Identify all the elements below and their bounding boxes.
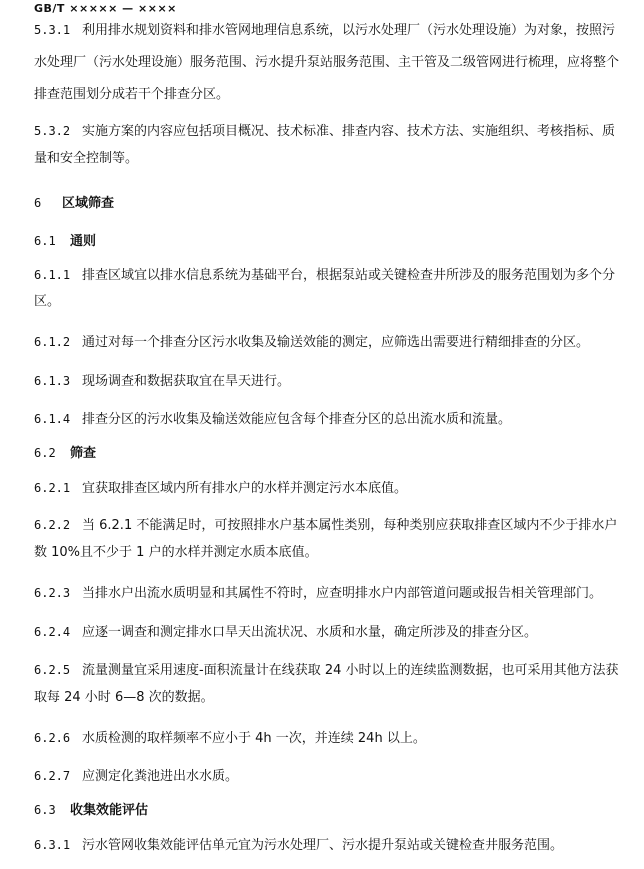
clause-6-2-5-line2: 取每 24 小时 6—8 次的数据。	[34, 690, 214, 705]
clause-text-line1: 通过对每一个排查分区污水收集及输送效能的测定，应筛选出需要进行精细排查的分区。	[82, 335, 590, 350]
section-6-1-heading	[34, 232, 96, 251]
clause-text-line1: 污水管网收集效能评估单元宜为污水处理厂、污水提升泵站或关键检查井服务范围。	[82, 838, 564, 853]
standard-code-header: GB/T ××××× — ××××	[34, 2, 177, 15]
clause-number: 6.1.3	[34, 374, 71, 388]
clause-number: 6.1.2	[34, 335, 71, 349]
clause-number: 6.2.6	[34, 731, 71, 745]
section-number: 6.3	[34, 803, 56, 817]
section-6-2-heading	[34, 444, 96, 463]
section-number: 6.1	[34, 234, 56, 248]
clause-number: 5.3.2	[34, 124, 71, 138]
clause-5-3-1-line3: 排查范围划分成若干个排查分区。	[34, 87, 230, 102]
clause-number: 6.1.1	[34, 268, 71, 282]
section-title: 通则	[70, 234, 97, 249]
clause-6-1-1-line2: 区。	[34, 294, 61, 309]
clause-text-line1: 当 6.2.1 不能满足时，可按照排水户基本属性类别，每种类别应获取排查区域内不少于排水户	[82, 518, 618, 533]
clause-text-line1: 应逐一调查和测定排水口旱天出流状况、水质和水量，确定所涉及的排查分区。	[82, 625, 538, 640]
clause-text-line1: 实施方案的内容应包括项目概况、技术标准、排查内容、技术方法、实施组织、考核指标、质	[82, 124, 616, 139]
clause-6-2-6	[34, 729, 426, 748]
clause-6-3-1	[34, 836, 563, 855]
clause-6-2-2-line2: 数 10%且不少于 1 户的水样并测定水质本底值。	[34, 545, 318, 560]
clause-6-1-2	[34, 333, 589, 352]
clause-6-2-4	[34, 623, 537, 642]
clause-6-2-1	[34, 479, 407, 498]
section-number: 6.2	[34, 446, 56, 460]
clause-6-2-3	[34, 584, 602, 603]
clause-6-2-2	[34, 516, 617, 535]
clause-text-line1: 排查分区的污水收集及输送效能应包含每个排查分区的总出流水质和流量。	[82, 412, 512, 427]
clause-number: 6.1.4	[34, 412, 71, 426]
clause-text-line1: 应测定化粪池进出水水质。	[82, 769, 239, 784]
clause-text-line1: 排查区域宜以排水信息系统为基础平台，根据泵站或关键检查井所涉及的服务范围划为多个分	[82, 268, 616, 283]
clause-6-2-7	[34, 767, 238, 786]
clause-number: 6.2.5	[34, 663, 71, 677]
clause-6-1-1	[34, 266, 615, 285]
clause-6-1-4	[34, 410, 511, 429]
section-title: 区域筛查	[62, 196, 115, 211]
clause-6-2-5	[34, 661, 619, 680]
section-title: 筛查	[70, 446, 97, 461]
clause-text-line1: 水质检测的取样频率不应小于 4h 一次，并连续 24h 以上。	[82, 731, 426, 746]
clause-number: 6.2.2	[34, 518, 71, 532]
clause-text-line1: 当排水户出流水质明显和其属性不符时，应查明排水户内部管道问题或报告相关管理部门。	[82, 586, 603, 601]
clause-number: 5.3.1	[34, 23, 71, 37]
clause-number: 6.2.4	[34, 625, 71, 639]
clause-6-1-3	[34, 372, 290, 391]
clause-number: 6.2.1	[34, 481, 71, 495]
section-6-3-heading	[34, 801, 148, 820]
section-title: 收集效能评估	[70, 803, 149, 818]
section-number: 6	[34, 196, 42, 210]
clause-5-3-2	[34, 122, 615, 141]
clause-5-3-1	[34, 21, 615, 40]
clause-text-line1: 现场调查和数据获取宜在旱天进行。	[82, 374, 291, 389]
clause-number: 6.2.7	[34, 769, 71, 783]
clause-number: 6.2.3	[34, 586, 71, 600]
clause-text-line1: 宜获取排查区域内所有排水户的水样并测定污水本底值。	[82, 481, 408, 496]
clause-5-3-2-line2: 量和安全控制等。	[34, 151, 139, 166]
clause-number: 6.3.1	[34, 838, 71, 852]
clause-text-line1: 流量测量宜采用速度-面积流量计在线获取 24 小时以上的连续监测数据，也可采用其他方法获	[82, 663, 619, 678]
section-6-heading	[34, 194, 114, 213]
clause-5-3-1-line2: 水处理厂（污水处理设施）服务范围、污水提升泵站服务范围、主干管及二级管网进行梳理，应将整个	[34, 55, 620, 70]
clause-text-line1: 利用排水规划资料和排水管网地理信息系统，以污水处理厂（污水处理设施）为对象，按照污	[82, 23, 616, 38]
